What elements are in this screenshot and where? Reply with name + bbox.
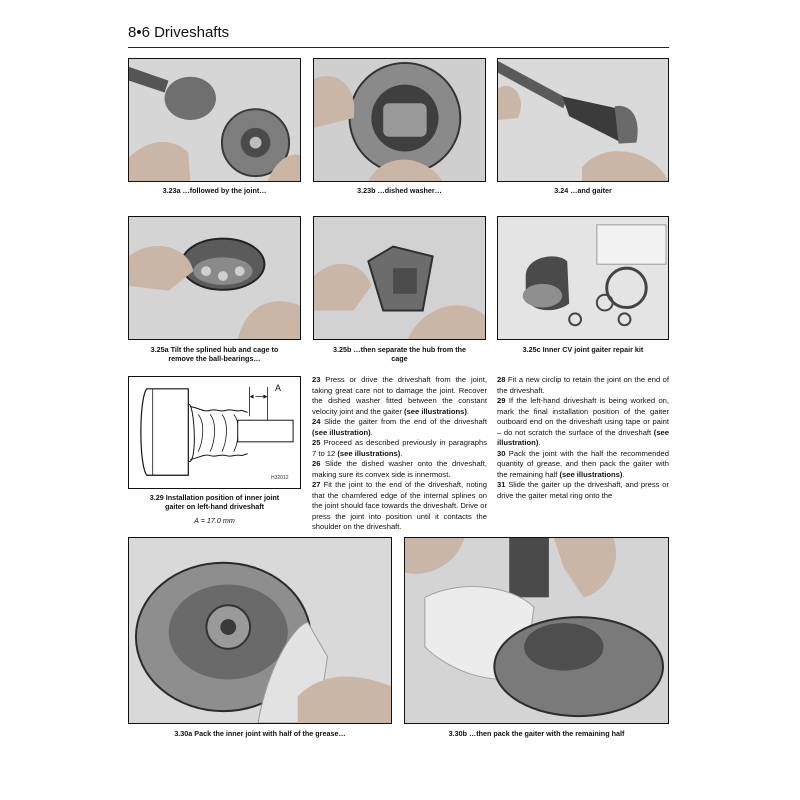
photo-3-30b xyxy=(404,537,669,724)
caption-3-25b xyxy=(313,345,486,364)
photo-3-23b xyxy=(313,58,486,182)
diagram-3-29 xyxy=(128,376,301,489)
header-rule xyxy=(128,47,669,48)
caption-3-25a-line2: remove the ball-bearings… xyxy=(168,354,261,364)
caption-3-24: 3.24 …and gaiter xyxy=(554,186,612,195)
text-column-2 xyxy=(497,375,669,501)
caption-3-30a: 3.30a Pack the inner joint with half of the grease… xyxy=(174,729,346,738)
paragraph-27: 27 Fit the joint to the end of the driveshaft, noting that the chamfered edge of the internal splines on the joint should face towards the driveshaft. Drive or press the joint into position until it contacts the shoulder on the driveshaft. xyxy=(312,480,487,531)
caption-3-29-sub: A = 17.0 mm xyxy=(194,516,235,525)
caption-3-25b-line2: cage xyxy=(391,354,408,364)
photo-3-25a xyxy=(128,216,301,340)
photo-3-25b xyxy=(313,216,486,340)
caption-3-25a-line1: 3.25a Tilt the splined hub and cage to xyxy=(150,345,279,354)
paragraph-25: 25 Proceed as described previously in paragraphs 7 to 12 (see illustrations). xyxy=(312,438,487,458)
caption-3-25b-line1: 3.25b …then separate the hub from the xyxy=(333,345,466,354)
paragraph-24: 24 Slide the gaiter from the end of the driveshaft (see illustration). xyxy=(312,417,487,437)
caption-3-29 xyxy=(128,493,301,512)
paragraph-28: 28 Fit a new circlip to retain the joint on the end of the driveshaft. xyxy=(497,375,669,395)
paragraph-26: 26 Slide the dished washer onto the driveshaft, making sure its convex side is innermost. xyxy=(312,459,487,479)
paragraph-30: 30 Pack the joint with the half the recommended quantity of grease, and then pack the gaiter with the remaining half (see illustrations). xyxy=(497,448,669,479)
page-header-title: 8•6 Driveshafts xyxy=(128,24,230,41)
dimension-label-a: A xyxy=(275,383,282,393)
caption-3-25a xyxy=(128,345,301,364)
photo-3-23a xyxy=(128,58,301,182)
paragraph-29: 29 If the left-hand driveshaft is being worked on, mark the final installation position of the gaiter outboard end on the driveshaft using tape or paint – do not scratch the surface of the driveshaft (see illustration). xyxy=(497,396,669,447)
caption-3-23b: 3.23b …dished washer… xyxy=(357,186,442,195)
caption-3-23a: 3.23a …followed by the joint… xyxy=(162,186,267,195)
caption-3-29-line2: gaiter on left-hand driveshaft xyxy=(164,502,265,512)
photo-3-25c xyxy=(497,216,669,340)
photo-3-30a xyxy=(128,537,392,724)
text-column-1 xyxy=(312,375,487,533)
paragraph-23: 23 Press or drive the driveshaft from the joint, taking great care not to damage the joint. Recover the dished washer fitted between the constant velocity joint and the gaiter (see illustrations). xyxy=(312,375,487,416)
drawing-code: H32012 xyxy=(271,475,289,481)
caption-3-25c: 3.25c Inner CV joint gaiter repair kit xyxy=(522,345,644,354)
caption-3-30b: 3.30b …then pack the gaiter with the remaining half xyxy=(448,729,625,738)
caption-3-29-line1: 3.29 Installation position of inner joint xyxy=(149,493,280,502)
paragraph-31: 31 Slide the gaiter up the driveshaft, and press or drive the gaiter metal ring onto the xyxy=(497,480,669,500)
photo-3-24 xyxy=(497,58,669,182)
